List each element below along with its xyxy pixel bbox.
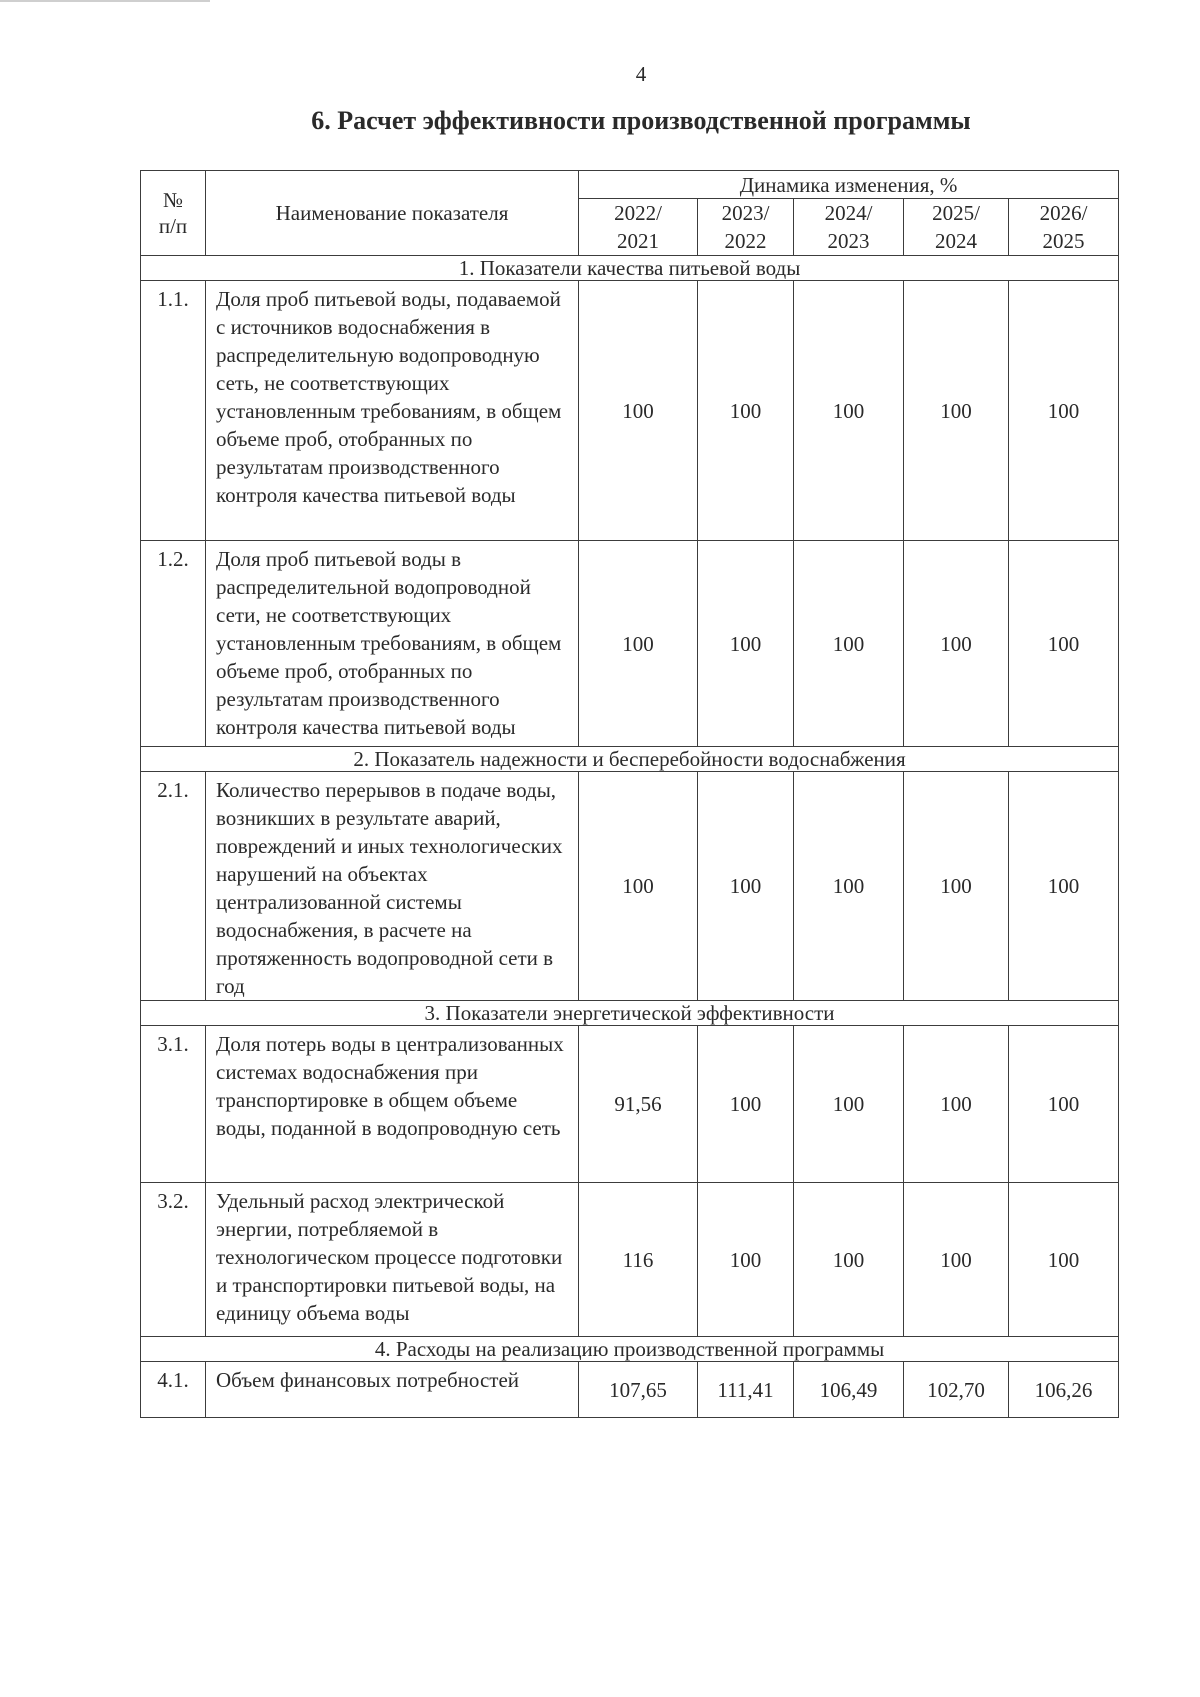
row-number: 2.1. <box>141 772 206 1001</box>
page-title: 6. Расчет эффективности производственной программы <box>311 106 971 135</box>
value-cell: 100 <box>794 1026 904 1183</box>
value-cell: 100 <box>698 1183 794 1337</box>
header-year-bottom: 2022 <box>724 229 767 253</box>
value-cell: 100 <box>904 772 1009 1001</box>
section-title: 1. Показатели качества питьевой воды <box>141 256 1119 281</box>
value-cell: 100 <box>579 281 698 541</box>
header-dynamics: Динамика изменения, % <box>579 171 1119 199</box>
table-row <box>141 1183 1119 1337</box>
row-number: 4.1. <box>141 1362 206 1418</box>
value-cell: 100 <box>698 541 794 747</box>
header-number: № п/п <box>141 171 206 256</box>
value-cell: 100 <box>579 541 698 747</box>
value-cell: 100 <box>794 281 904 541</box>
row-number: 1.1. <box>141 281 206 541</box>
header-year-bottom: 2021 <box>617 229 659 253</box>
value-cell: 100 <box>904 1026 1009 1183</box>
header-year-1 <box>698 199 794 256</box>
header-year-top: 2025/ <box>932 201 980 225</box>
scan-edge-mark <box>0 0 210 2</box>
header-year-top: 2023/ <box>721 201 770 225</box>
table-row <box>141 541 1119 747</box>
table-row <box>141 1362 1119 1418</box>
value-cell: 100 <box>1009 1183 1119 1337</box>
value-cell: 106,26 <box>1009 1362 1119 1418</box>
value-cell: 116 <box>579 1183 698 1337</box>
value-cell: 100 <box>698 772 794 1001</box>
value-cell: 102,70 <box>904 1362 1009 1418</box>
row-number: 3.1. <box>141 1026 206 1183</box>
header-year-top: 2022/ <box>614 201 662 225</box>
row-number: 1.2. <box>141 541 206 747</box>
section-header-row <box>141 1001 1119 1026</box>
value-cell: 106,49 <box>794 1362 904 1418</box>
header-year-top: 2024/ <box>824 201 873 225</box>
row-number: 3.2. <box>141 1183 206 1337</box>
value-cell: 100 <box>794 772 904 1001</box>
indicator-name: Удельный расход электрической энергии, потребляемой в технологическом процессе подготовки и транспортировки питьевой воды, на единицу объема воды <box>206 1183 579 1337</box>
header-year-4 <box>1009 199 1119 256</box>
indicator-name: Доля проб питьевой воды в распределительной водопроводной сети, не соответствующих установленным требованиям, в общем объеме проб, отобранных по результатам производственного контроля качества питьевой воды <box>206 541 579 747</box>
header-year-2 <box>794 199 904 256</box>
value-cell: 100 <box>698 1026 794 1183</box>
indicator-name: Объем финансовых потребностей <box>206 1362 579 1418</box>
value-cell: 100 <box>904 541 1009 747</box>
value-cell: 100 <box>904 1183 1009 1337</box>
value-cell: 100 <box>794 1183 904 1337</box>
section-header-row <box>141 747 1119 772</box>
header-year-bottom: 2023 <box>827 229 870 253</box>
header-year-top: 2026/ <box>1039 201 1088 225</box>
header-year-bottom: 2025 <box>1042 229 1085 253</box>
section-title: 4. Расходы на реализацию производственной программы <box>141 1337 1119 1362</box>
section-title: 3. Показатели энергетической эффективности <box>141 1001 1119 1026</box>
header-year-0 <box>579 199 698 256</box>
value-cell: 107,65 <box>579 1362 698 1418</box>
indicator-name: Доля потерь воды в централизованных системах водоснабжения при транспортировке в общем объеме воды, поданной в водопроводную сеть <box>206 1026 579 1183</box>
table-row <box>141 1026 1119 1183</box>
value-cell: 100 <box>794 541 904 747</box>
efficiency-table <box>140 170 1119 1418</box>
section-header-row <box>141 256 1119 281</box>
value-cell: 100 <box>579 772 698 1001</box>
value-cell: 100 <box>1009 772 1119 1001</box>
page-number: 4 <box>635 62 647 86</box>
value-cell: 100 <box>1009 541 1119 747</box>
header-indicator-name: Наименование показателя <box>206 171 579 256</box>
indicator-name: Количество перерывов в подаче воды, возникших в результате аварий, повреждений и иных технологических нарушений на объектах централизованной системы водоснабжения, в расчете на протяженность водопроводной сети в год <box>206 772 579 1001</box>
header-year-bottom: 2024 <box>935 229 977 253</box>
value-cell: 111,41 <box>698 1362 794 1418</box>
section-title: 2. Показатель надежности и бесперебойности водоснабжения <box>141 747 1119 772</box>
value-cell: 100 <box>698 281 794 541</box>
header-year-3 <box>904 199 1009 256</box>
section-header-row <box>141 1337 1119 1362</box>
table-row <box>141 281 1119 541</box>
value-cell: 100 <box>1009 1026 1119 1183</box>
value-cell: 100 <box>904 281 1009 541</box>
value-cell: 91,56 <box>579 1026 698 1183</box>
value-cell: 100 <box>1009 281 1119 541</box>
table-row <box>141 772 1119 1001</box>
indicator-name: Доля проб питьевой воды, подаваемой с источников водоснабжения в распределительную водопроводную сеть, не соответствующих установленным требованиям, в общем объеме проб, отобранных по результатам производственного контроля качества питьевой воды <box>206 281 579 541</box>
